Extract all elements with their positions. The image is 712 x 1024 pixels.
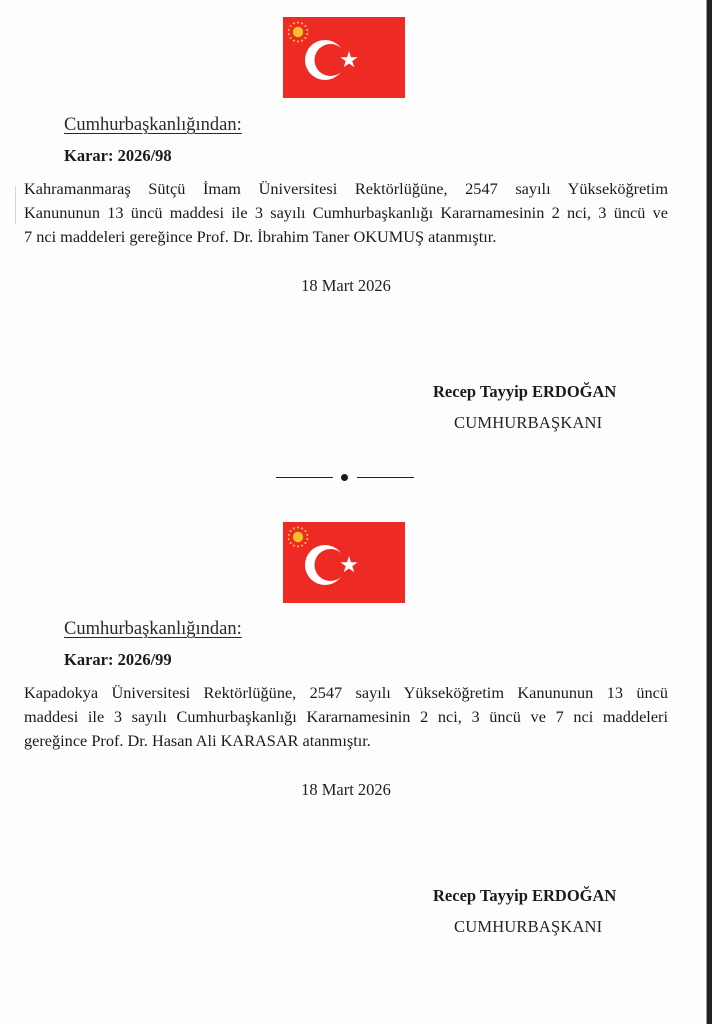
decree-date: 18 Mart 2026 [301,276,391,295]
issuer-heading: Cumhurbaşkanlığından: [64,115,242,135]
decree-2026-98 [0,0,706,460]
decision-number: Karar: 2026/99 [64,650,172,669]
decree-body [24,681,668,753]
signer-name: Recep Tayyip ERDOĞAN [433,382,617,401]
section-separator [276,474,414,482]
presidential-flag-icon [283,522,405,603]
issuer-heading: Cumhurbaşkanlığından: [64,619,242,639]
signer-title: CUMHURBAŞKANI [454,413,603,432]
separator-line-left [276,477,333,478]
body-line: Kapadokya Üniversitesi Rektörlüğüne, 2547 sayılı Yükseköğretim Kanununun 13 üncü [24,683,668,702]
viewer-edge-bar [706,0,712,1024]
body-line: 7 nci maddeleri gereğince Prof. Dr. İbrahim Taner OKUMUŞ atanmıştır. [24,227,497,246]
decree-date: 18 Mart 2026 [301,780,391,799]
body-line: maddesi ile 3 sayılı Cumhurbaşkanlığı Kararnamesinin 2 nci, 3 üncü ve 7 nci maddeleri [24,707,668,726]
body-line: Kanununun 13 üncü maddesi ile 3 sayılı Cumhurbaşkanlığı Kararnamesinin 2 nci, 3 üncü ve [24,203,668,222]
presidential-flag-icon [283,17,405,98]
body-line: Kahramanmaraş Sütçü İmam Üniversitesi Rektörlüğüne, 2547 sayılı Yükseköğretim [24,179,668,198]
separator-line-right [357,477,414,478]
signer-name: Recep Tayyip ERDOĞAN [433,886,617,905]
decree-body [24,177,668,249]
separator-dot-icon [341,474,348,481]
decree-2026-99 [0,504,706,964]
decision-number: Karar: 2026/98 [64,146,172,165]
signer-title: CUMHURBAŞKANI [454,917,603,936]
body-line: gereğince Prof. Dr. Hasan Ali KARASAR atanmıştır. [24,731,371,750]
